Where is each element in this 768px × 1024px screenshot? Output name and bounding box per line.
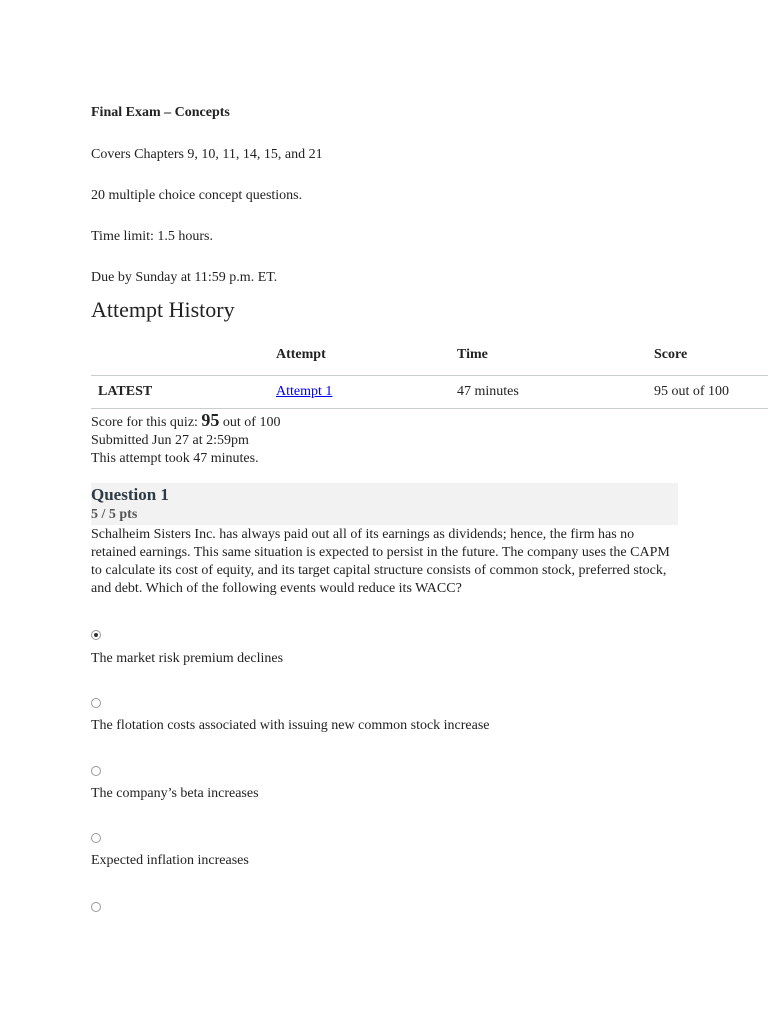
- attempt-history-table: [91, 335, 768, 409]
- answer-label-4: Expected inflation increases: [91, 853, 249, 868]
- answer-radio-3[interactable]: [91, 766, 101, 776]
- score-suffix: out of 100: [219, 415, 281, 430]
- header-attempt: Attempt: [276, 347, 326, 362]
- header-score: Score: [654, 347, 688, 362]
- question-points: 5 / 5 pts: [91, 507, 138, 522]
- time-limit-info: Time limit: 1.5 hours.: [91, 229, 214, 244]
- score-prefix: Score for this quiz:: [91, 415, 202, 430]
- quiz-score-line: [91, 411, 280, 432]
- time-cell: 47 minutes: [457, 384, 519, 399]
- answer-label-1: The market risk premium declines: [91, 651, 284, 666]
- latest-label: LATEST: [98, 384, 153, 399]
- answer-label-2: The flotation costs associated with issuing new common stock increase: [91, 718, 490, 733]
- answer-label-3: The company’s beta increases: [91, 786, 259, 801]
- due-date-info: Due by Sunday at 11:59 p.m. ET.: [91, 270, 278, 285]
- duration-line: This attempt took 47 minutes.: [91, 451, 259, 466]
- attempt-cell: [276, 376, 332, 408]
- answer-radio-4[interactable]: [91, 833, 101, 843]
- question-header: [91, 483, 678, 525]
- table-header-row: [91, 335, 768, 376]
- answer-radio-5[interactable]: [91, 902, 101, 912]
- questions-info: 20 multiple choice concept questions.: [91, 188, 303, 203]
- answer-radio-2[interactable]: [91, 698, 101, 708]
- answer-radio-1[interactable]: [91, 630, 101, 640]
- attempt-history-title: Attempt History: [91, 297, 235, 322]
- submitted-line: Submitted Jun 27 at 2:59pm: [91, 433, 249, 448]
- table-row: [91, 376, 768, 409]
- score-cell: 95 out of 100: [654, 384, 730, 399]
- score-value: 95: [201, 410, 220, 430]
- header-time: Time: [457, 347, 488, 362]
- exam-title: Final Exam – Concepts: [91, 105, 230, 120]
- chapters-info: Covers Chapters 9, 10, 11, 14, 15, and 21: [91, 147, 323, 162]
- attempt-1-link[interactable]: Attempt 1: [276, 384, 333, 399]
- quiz-summary: [91, 411, 280, 468]
- question-text: Schalheim Sisters Inc. has always paid out all of its earnings as dividends; hence, the firm has no retained earnings. This same situation is expected to persist in the future. The company uses the CAPM to calculate its cost of equity, and its target capital structure consists of common stock, preferred stock, and debt. Which of the following events would reduce its WACC?: [91, 527, 670, 596]
- question-title: Question 1: [91, 485, 169, 504]
